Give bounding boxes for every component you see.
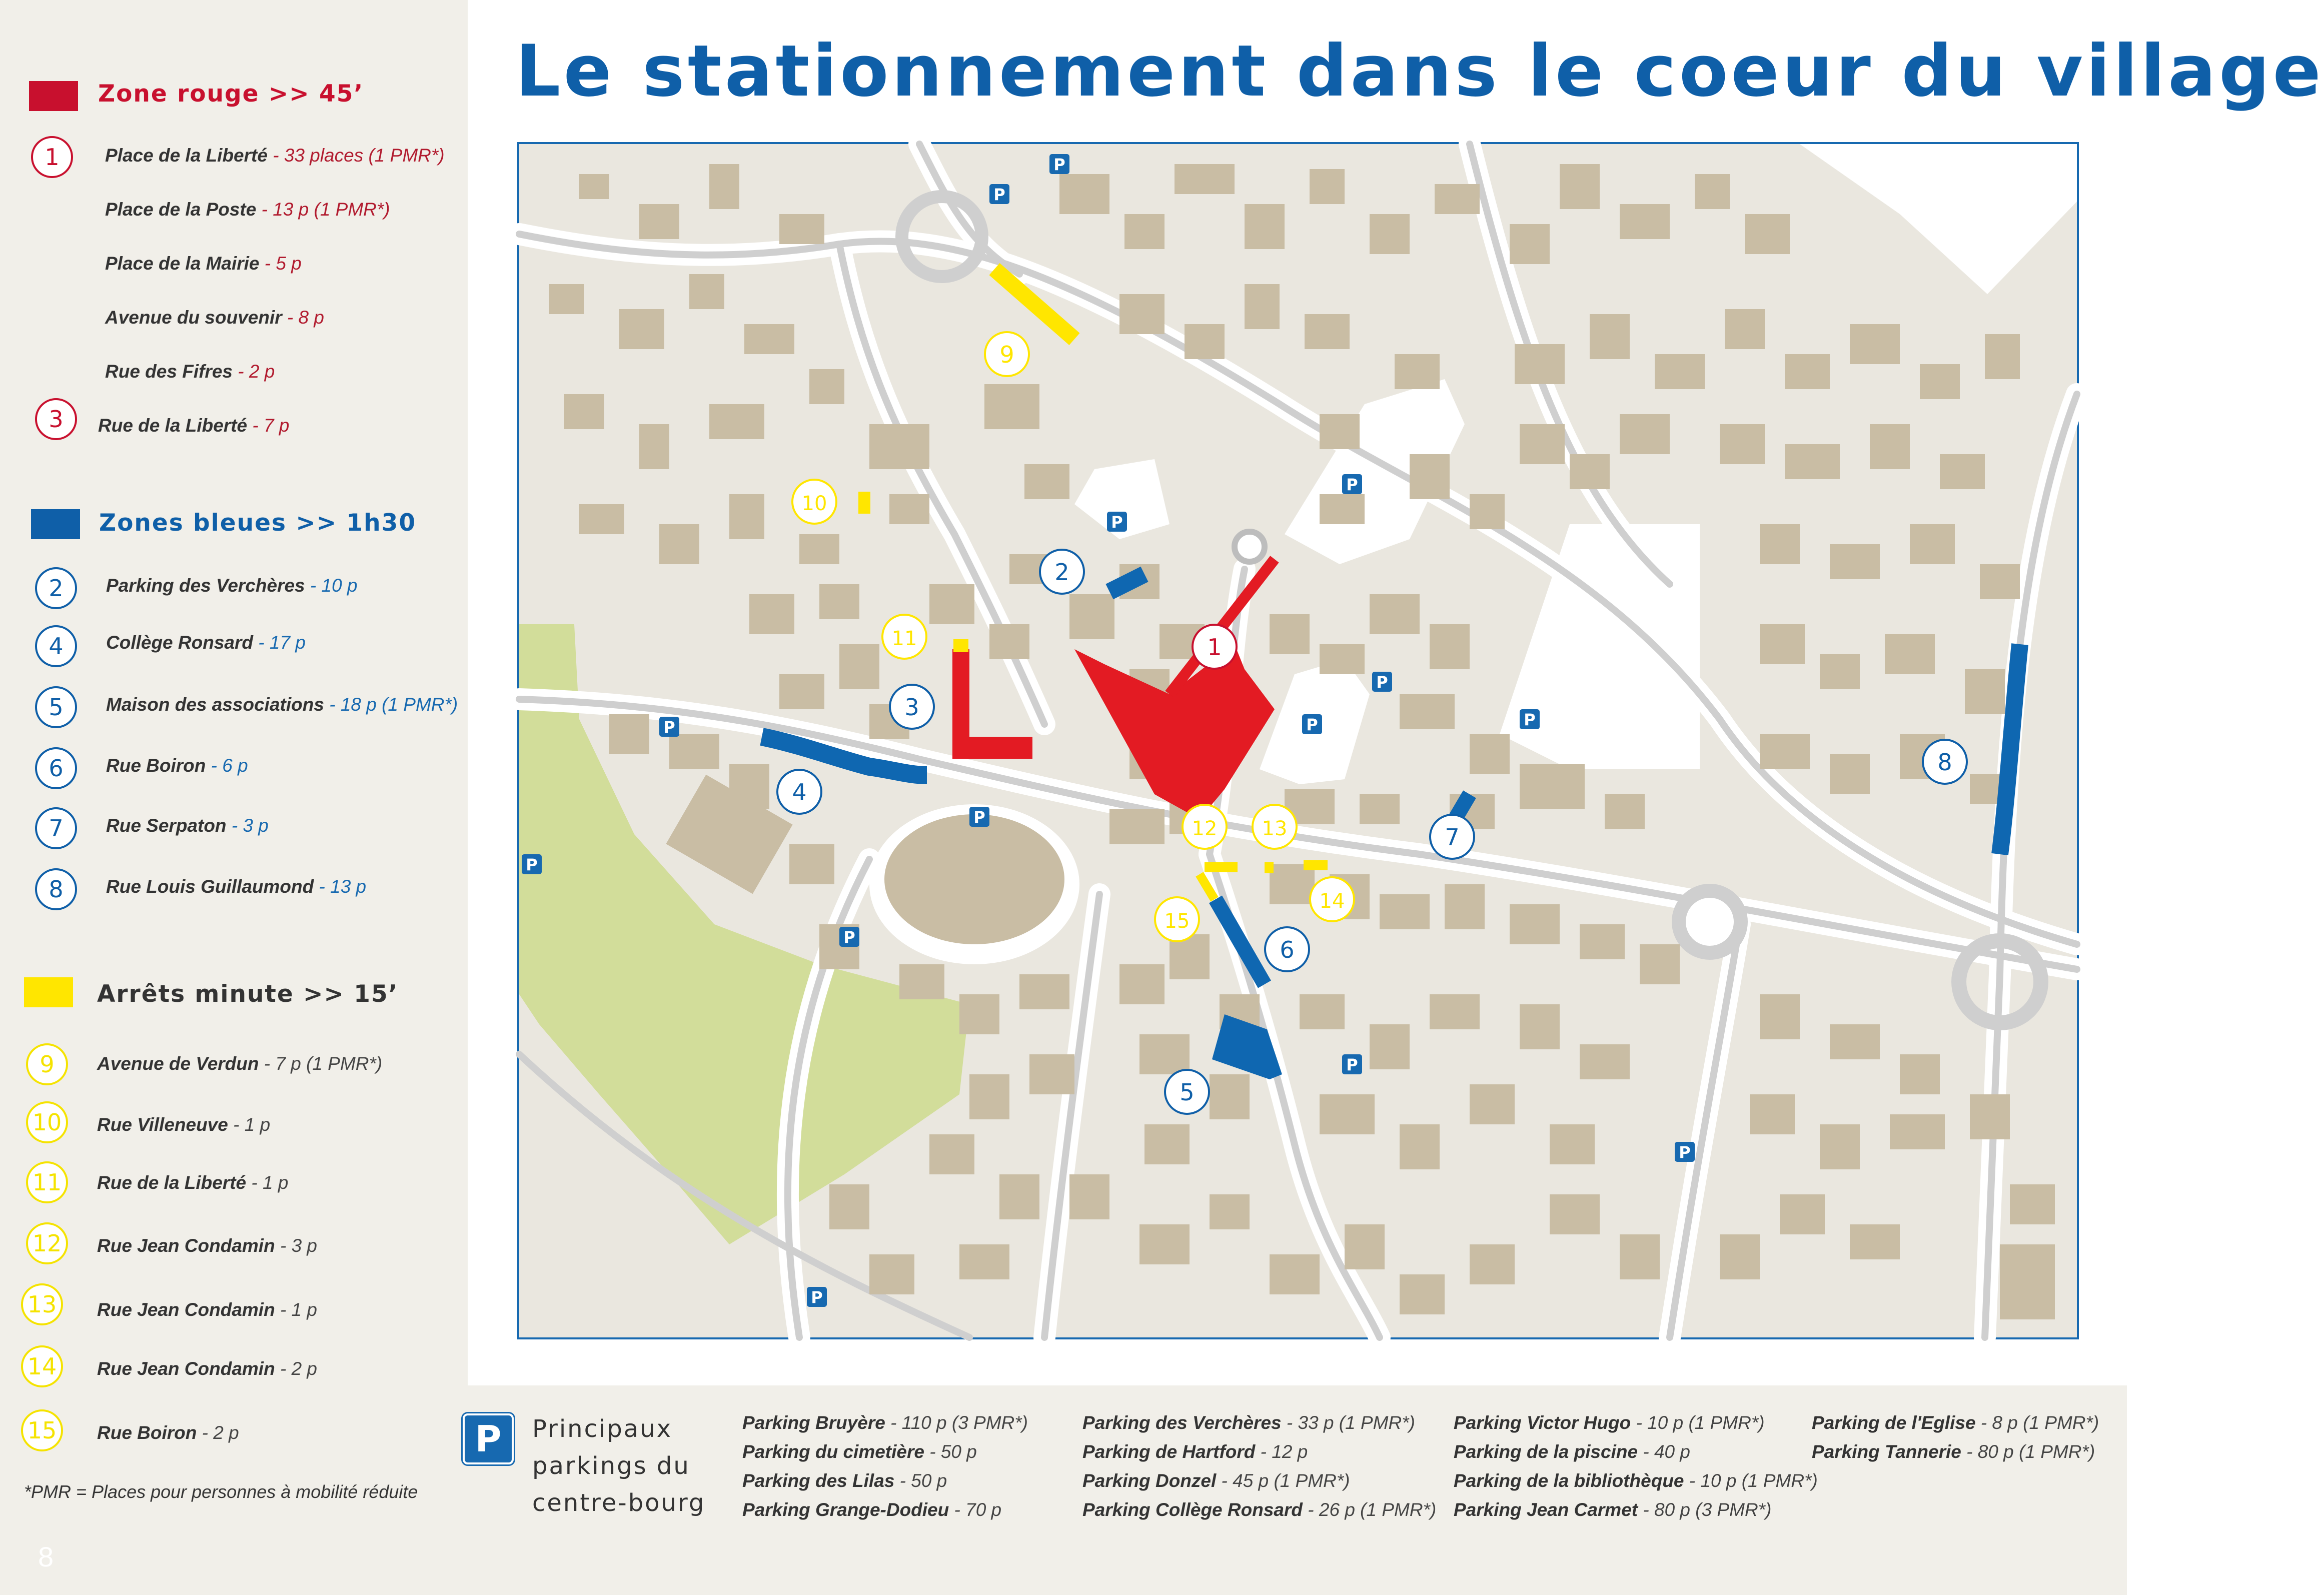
map-badge-6 <box>1265 927 1309 971</box>
roundabout <box>1235 532 1265 562</box>
legend-item: Collège Ronsard - 17 p <box>106 632 306 653</box>
parking-entry: Parking de Hartford - 12 p <box>1082 1441 1308 1462</box>
parking-entry: Parking Grange-Dodieu - 70 p <box>742 1499 1002 1520</box>
svg-text:6: 6 <box>1280 936 1295 963</box>
legend-badge-7: 7 <box>35 807 77 849</box>
svg-text:14: 14 <box>1319 890 1345 913</box>
map-badge-8 <box>1923 740 1967 784</box>
parking-entry: Parking des Verchères - 33 p (1 PMR*) <box>1082 1412 1415 1433</box>
svg-text:P: P <box>1376 673 1388 692</box>
map-badge-15 <box>1155 897 1199 941</box>
parking-entry: Parking Jean Carmet - 80 p (3 PMR*) <box>1454 1499 1772 1520</box>
parking-icon <box>1520 709 1540 729</box>
legend-item: Rue de la Liberté - 7 p <box>98 415 290 436</box>
legend-badge-3: 3 <box>35 398 77 440</box>
parkings-column <box>742 1408 1028 1524</box>
legend-badge-5: 5 <box>35 686 77 728</box>
village-core <box>884 814 1064 944</box>
page-title: Le stationnement dans le coeur du village <box>515 30 2324 113</box>
map-badge-1 <box>1193 625 1237 669</box>
legend-item: Place de la Poste - 13 p (1 PMR*) <box>105 199 390 220</box>
yellow-zone-condamin-14 <box>1304 860 1328 870</box>
parking-entry: Parking Bruyère - 110 p (3 PMR*) <box>742 1412 1028 1433</box>
map-badge-7 <box>1430 815 1474 859</box>
legend-item: Rue Louis Guillaumond - 13 p <box>106 876 367 897</box>
yellow-zone-liberte <box>953 639 968 652</box>
svg-text:1: 1 <box>1207 634 1222 661</box>
page-number: 8 <box>38 1541 54 1572</box>
parking-entry: Parking Victor Hugo - 10 p (1 PMR*) <box>1454 1412 1765 1433</box>
parking-entry: Parking Donzel - 45 p (1 PMR*) <box>1082 1470 1350 1491</box>
legend-item: Rue Boiron - 6 p <box>106 755 248 776</box>
map-svg <box>519 144 2077 1337</box>
parking-entry: Parking des Lilas - 50 p <box>742 1470 947 1491</box>
parking-icon <box>659 717 679 737</box>
map-badge-14 <box>1310 877 1354 921</box>
svg-text:P: P <box>1346 1055 1358 1074</box>
legend-badge-12: 12 <box>26 1222 68 1264</box>
blue-zone-heading: Zones bleues >> 1h30 <box>99 509 417 537</box>
legend-item: Maison des associations - 18 p (1 PMR*) <box>106 694 458 715</box>
parking-entry: Parking Tannerie - 80 p (1 PMR*) <box>1812 1441 2095 1462</box>
map-badge-4 <box>777 770 821 814</box>
svg-text:7: 7 <box>1445 824 1460 851</box>
svg-text:P: P <box>1679 1143 1691 1162</box>
svg-text:P: P <box>1111 513 1123 532</box>
legend-item: Rue de la Liberté - 1 p <box>97 1172 289 1193</box>
parkings-heading-line: parkings du <box>532 1452 690 1480</box>
svg-text:P: P <box>811 1288 823 1307</box>
legend-item: Avenue de Verdun - 7 p (1 PMR*) <box>97 1053 383 1074</box>
parking-entry: Parking Collège Ronsard - 26 p (1 PMR*) <box>1082 1499 1437 1520</box>
svg-text:P: P <box>1524 710 1536 729</box>
legend-badge-8: 8 <box>35 868 77 910</box>
legend-badge-14: 14 <box>21 1345 63 1387</box>
yellow-zone-swatch <box>24 977 73 1007</box>
parking-icon <box>1372 672 1392 692</box>
legend-badge-10: 10 <box>26 1101 68 1143</box>
svg-text:11: 11 <box>891 627 917 650</box>
svg-text:4: 4 <box>792 779 807 806</box>
parkings-heading-line: centre-bourg <box>532 1489 706 1517</box>
red-zone-heading: Zone rouge >> 45’ <box>98 80 364 108</box>
legend-badge-15: 15 <box>21 1409 63 1451</box>
svg-text:13: 13 <box>1262 817 1288 840</box>
village-map[interactable] <box>517 142 2079 1339</box>
parking-entry: Parking de la piscine - 40 p <box>1454 1441 1690 1462</box>
parking-icon <box>1342 1054 1362 1074</box>
yellow-zone-villeneuve <box>858 492 870 514</box>
legend-item: Rue Jean Condamin - 3 p <box>97 1235 318 1256</box>
parkings-heading <box>532 1410 705 1521</box>
parking-icon <box>1675 1142 1695 1162</box>
roundabout <box>1679 891 1741 953</box>
legend-item: Place de la Liberté - 33 places (1 PMR*) <box>105 145 445 166</box>
parking-icon <box>1049 154 1069 174</box>
parking-icon <box>839 927 859 947</box>
svg-text:P: P <box>526 855 538 874</box>
blue-zone-swatch <box>31 509 80 539</box>
yellow-zone-heading: Arrêts minute >> 15’ <box>97 980 399 1008</box>
svg-text:P: P <box>973 808 985 827</box>
red-zone-place-poste <box>952 737 1032 759</box>
svg-text:P: P <box>663 718 675 737</box>
svg-text:15: 15 <box>1164 910 1190 933</box>
legend-item: Rue Boiron - 2 p <box>97 1422 239 1443</box>
legend-item: Avenue du souvenir - 8 p <box>105 307 324 328</box>
svg-text:10: 10 <box>801 492 827 515</box>
svg-text:P: P <box>993 185 1005 204</box>
legend-badge-6: 6 <box>35 747 77 789</box>
legend-item: Rue Villeneuve - 1 p <box>97 1114 271 1135</box>
parking-entry: Parking du cimetière - 50 p <box>742 1441 977 1462</box>
parking-icon <box>1342 474 1362 494</box>
parking-icon <box>989 184 1009 204</box>
yellow-zone-condamin-12 <box>1205 862 1238 872</box>
parking-entry: Parking de l'Eglise - 8 p (1 PMR*) <box>1812 1412 2099 1433</box>
svg-text:3: 3 <box>904 694 919 721</box>
svg-text:P: P <box>843 928 855 947</box>
map-badge-12 <box>1183 805 1227 849</box>
map-badge-11 <box>882 615 926 659</box>
yellow-zone-condamin-13 <box>1265 862 1274 873</box>
legend-item: Rue Serpaton - 3 p <box>106 815 269 836</box>
map-badge-5 <box>1165 1070 1209 1114</box>
legend-item: Rue Jean Condamin - 1 p <box>97 1299 318 1320</box>
legend-item: Rue des Fifres - 2 p <box>105 361 275 382</box>
legend-item: Parking des Verchères - 10 p <box>106 575 358 596</box>
parking-icon: P <box>463 1413 514 1464</box>
legend-badge-9: 9 <box>26 1043 68 1085</box>
parking-icon <box>807 1287 827 1307</box>
legend-badge-4: 4 <box>35 625 77 667</box>
svg-text:5: 5 <box>1180 1079 1195 1106</box>
legend-badge-2: 2 <box>35 567 77 609</box>
legend-item: Place de la Mairie - 5 p <box>105 253 302 274</box>
svg-text:9: 9 <box>999 341 1014 368</box>
svg-text:P: P <box>1053 155 1065 174</box>
parkings-column <box>1812 1408 2099 1466</box>
parking-icon <box>1302 714 1322 734</box>
map-badge-13 <box>1253 805 1297 849</box>
parking-icon <box>969 807 989 827</box>
legend-badge-1: 1 <box>31 136 73 178</box>
svg-text:P: P <box>1346 475 1358 494</box>
map-badge-10 <box>792 480 836 524</box>
red-zone-rue-liberte <box>952 649 969 739</box>
svg-text:2: 2 <box>1054 559 1069 586</box>
red-zone-swatch <box>29 81 78 111</box>
legend-badge-11: 11 <box>26 1161 68 1203</box>
svg-text:8: 8 <box>1937 749 1952 776</box>
legend-item: Rue Jean Condamin - 2 p <box>97 1358 318 1379</box>
map-badge-9 <box>985 332 1029 376</box>
map-badge-2 <box>1040 550 1084 594</box>
parkings-column <box>1082 1408 1436 1524</box>
parking-entry: Parking de la bibliothèque - 10 p (1 PMR*) <box>1454 1470 1818 1491</box>
svg-text:12: 12 <box>1192 817 1218 840</box>
legend-badge-13: 13 <box>21 1283 63 1325</box>
parkings-heading-line: Principaux <box>532 1415 673 1443</box>
parking-icon <box>1107 512 1127 532</box>
parkings-column <box>1454 1408 1818 1524</box>
parking-icon <box>522 854 542 874</box>
pmr-footnote: *PMR = Places pour personnes à mobilité réduite <box>24 1481 418 1502</box>
map-badge-3 <box>890 685 934 729</box>
svg-text:P: P <box>1306 715 1318 734</box>
